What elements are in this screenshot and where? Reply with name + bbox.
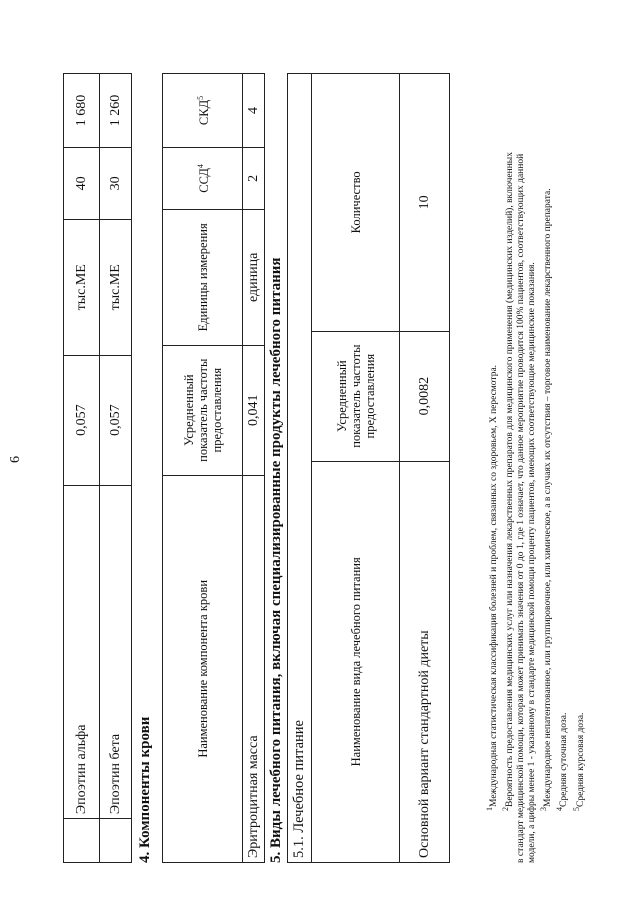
section-5-title: 5. Виды лечебного питания, включая специализированные продукты лечебного питания [268,257,284,863]
unit-cell: тыс.МЕ [100,219,132,355]
frequency-cell: 0,057 [100,355,132,485]
column-header: Наименование вида лечебного питания [312,461,400,862]
column-header: СКД$^5$ [163,74,243,148]
table-row [64,74,100,863]
footnote-continuation: в стандарт медицинской помощи, которая может принимать значения от 0 до 1, где 1 означает, что данное мероприятие проводится 100% пациентов, соответствующих данной [516,153,527,863]
blood-components-table [162,73,265,863]
table-row [400,74,450,863]
skd-cell: 1 260 [100,74,132,148]
drug-name-cell: Эпоэтин бета [100,485,132,819]
component-name-cell: Эритроцитная масса [243,475,265,862]
footnote-continuation: модели, а цифры менее 1 - указанному в стандарте медицинской помощи проценту пациентов, имеющих соответствующие медицинские показания. [527,262,538,863]
column-header: Усредненный показатель частоты предоставления [312,331,400,461]
drug-name-cell: Эпоэтин альфа [64,485,100,819]
ssd-cell: 40 [64,147,100,219]
diet-name-cell: Основной вариант стандартной диеты [400,461,450,862]
table-row [100,74,132,863]
table-subtitle-row [288,74,312,863]
footnote: $^3$Международное непатентованное, или группировочное, или химическое, а в случаях их отсутствия – торговое наименование лекарственного препарата. [539,188,554,811]
footnote: $^4$Средняя суточная доза. [555,712,570,811]
ssd-cell: 30 [100,147,132,219]
table-row [243,74,265,863]
drugs-table-continuation [63,73,132,863]
subsection-title: 5.1. Лечебное питание [288,74,312,863]
column-header: ССД$^4$ [163,147,243,209]
skd-cell: 4 [243,74,265,148]
column-header: Единицы измерения [163,209,243,345]
skd-cell: 1 680 [64,74,100,148]
footnote: $^5$Средняя курсовая доза. [571,712,586,811]
unit-cell: единица [243,209,265,345]
section-4-title: 4. Компоненты крови [137,716,153,863]
ssd-cell: 2 [243,147,265,209]
footnote: $^2$Вероятность предоставления медицинских услуг или назначения лекарственных препаратов для медицинского применения (медицинских изделий), включенных [501,152,516,811]
page-number: 6 [8,456,23,463]
column-header: Усредненный показатель частоты предоставления [163,345,243,475]
table-header-row [312,74,400,863]
footnote: $^1$Международная статистическая классификация болезней и проблем, связанных со здоровьем, X пересмотра. [485,364,500,811]
frequency-cell: 0,0082 [400,331,450,461]
frequency-cell: 0,057 [64,355,100,485]
column-header: Количество [312,74,400,332]
nutrition-table [287,73,450,863]
frequency-cell: 0,041 [243,345,265,475]
column-header: Наименование компонента крови [163,475,243,862]
footnotes [484,43,587,863]
unit-cell: тыс.МЕ [64,219,100,355]
table-header-row [163,74,243,863]
quantity-cell: 10 [400,74,450,332]
